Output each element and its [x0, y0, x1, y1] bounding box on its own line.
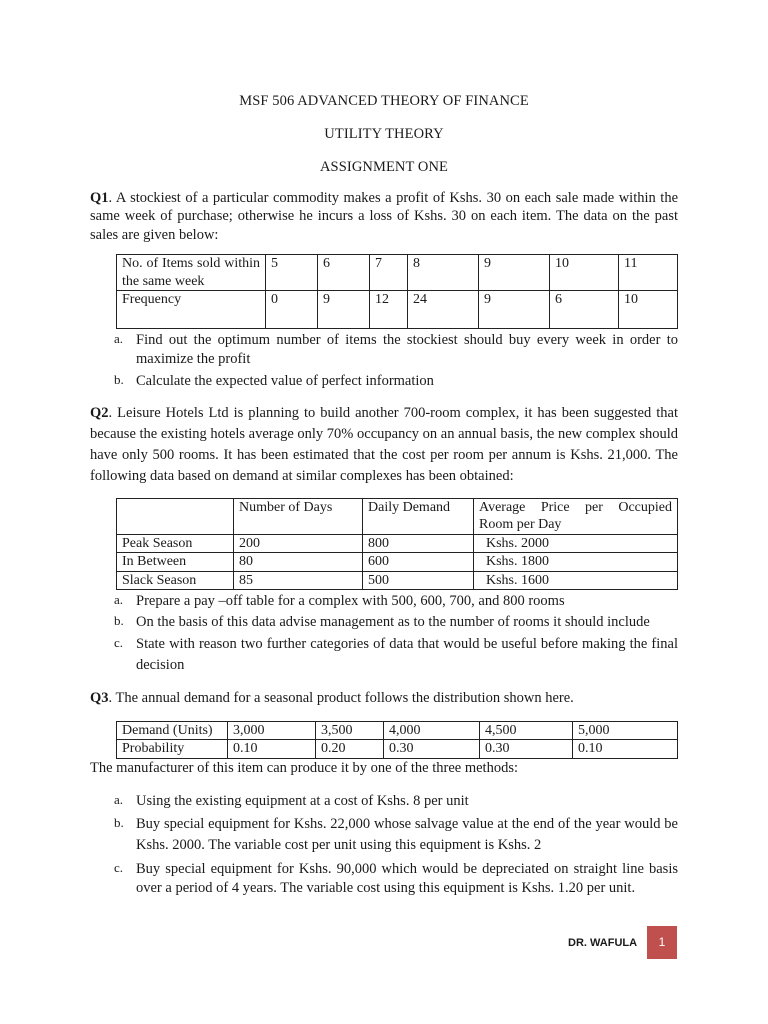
- list-item: a. Prepare a pay –off table for a complex with 500, 600, 700, and 800 rooms: [114, 592, 565, 610]
- q2-label: Q2: [90, 404, 109, 421]
- table-cell: 10: [619, 291, 678, 329]
- table-row: [117, 571, 678, 590]
- table-cell: Number of Days: [234, 498, 363, 534]
- table-cell: 5: [266, 255, 318, 291]
- q1-parts: [90, 331, 678, 391]
- table-cell: 9: [479, 255, 550, 291]
- table-cell: 9: [318, 291, 370, 329]
- q3-parts: [90, 792, 678, 899]
- table-cell: 3,500: [316, 721, 384, 740]
- table-cell: Peak Season: [117, 534, 234, 553]
- table-cell: 0.30: [384, 740, 480, 759]
- q1-items-header: No. of Items sold within the same week: [117, 255, 266, 291]
- q3-paragraph: [90, 689, 678, 708]
- table-row: [117, 721, 678, 740]
- table-row: [117, 740, 678, 759]
- table-cell: 80: [234, 553, 363, 572]
- table-cell: 85: [234, 571, 363, 590]
- table-cell: 5,000: [573, 721, 678, 740]
- list-item: a. Find out the optimum number of items the stockiest should buy every week in order to maximize the profit: [114, 331, 678, 367]
- q3-methods-intro: The manufacturer of this item can produce it by one of the three methods:: [90, 759, 519, 776]
- q3-label: Q3: [90, 689, 109, 706]
- table-cell: Kshs. 1600: [474, 571, 678, 590]
- list-item: b. Calculate the expected value of perfect information: [114, 371, 434, 389]
- table-cell: 0.20: [316, 740, 384, 759]
- table-cell: 0.10: [228, 740, 316, 759]
- table-cell: Demand (Units): [117, 721, 228, 740]
- table-cell: [117, 498, 234, 534]
- table-cell: Slack Season: [117, 571, 234, 590]
- table-cell: 4,000: [384, 721, 480, 740]
- table-cell: 500: [363, 571, 474, 590]
- table-cell: 11: [619, 255, 678, 291]
- list-item: b. On the basis of this data advise management as to the number of rooms it should include: [114, 613, 650, 630]
- q1-label: Q1: [90, 189, 109, 206]
- assignment-title: ASSIGNMENT ONE: [319, 158, 448, 175]
- list-item: b. Buy special equipment for Kshs. 22,000 whose salvage value at the end of the year would be Kshs. 2000. The variable cost per unit using this equipment is Kshs. 2: [114, 815, 678, 854]
- table-cell: 6: [318, 255, 370, 291]
- table-row: [117, 291, 678, 329]
- table-cell: 7: [370, 255, 408, 291]
- q3-text: . The annual demand for a seasonal product follows the distribution shown here.: [108, 689, 574, 706]
- table-cell: 6: [550, 291, 619, 329]
- q2-demand-table: [116, 498, 678, 591]
- table-cell: 3,000: [228, 721, 316, 740]
- list-item: a. Using the existing equipment at a cost of Kshs. 8 per unit: [114, 791, 469, 809]
- table-cell: 600: [363, 553, 474, 572]
- q1-frequency-header: Frequency: [117, 291, 266, 329]
- table-cell: Average Price per Occupied Room per Day: [474, 498, 678, 534]
- table-cell: Kshs. 2000: [474, 534, 678, 553]
- q1-sales-table: [116, 254, 678, 329]
- table-cell: 9: [479, 291, 550, 329]
- q1-paragraph: [90, 189, 678, 246]
- q1-text: . A stockiest of a particular commodity makes a profit of Kshs. 30 on each sale made within the same week of purchase; otherwise he incurs a loss of Kshs. 30 on each item. The data on the past sales are given below:: [90, 189, 678, 244]
- table-cell: 8: [408, 255, 479, 291]
- table-cell: 12: [370, 291, 408, 329]
- q2-text: . Leisure Hotels Ltd is planning to build another 700-room complex, it has been suggested that because the existing hotels average only 70% occupancy on an annual basis, the new complex should have only 500 rooms. It has been estimated that the cost per room per annum is Kshs. 21,000. The following data based on demand at similar complexes has been obtained:: [90, 404, 678, 484]
- table-row: [117, 553, 678, 572]
- table-cell: 0.10: [573, 740, 678, 759]
- table-cell: 0: [266, 291, 318, 329]
- table-cell: 800: [363, 534, 474, 553]
- table-cell: Daily Demand: [363, 498, 474, 534]
- table-cell: 200: [234, 534, 363, 553]
- table-row: [117, 498, 678, 534]
- table-row: [117, 534, 678, 553]
- table-cell: 24: [408, 291, 479, 329]
- table-cell: Probability: [117, 740, 228, 759]
- table-cell: 0.30: [480, 740, 573, 759]
- table-cell: 4,500: [480, 721, 573, 740]
- page-number-badge: 1: [647, 926, 677, 959]
- q3-demand-table: [116, 721, 678, 759]
- q2-paragraph: [90, 403, 678, 487]
- q2-parts: [90, 592, 678, 676]
- table-cell: In Between: [117, 553, 234, 572]
- list-item: c. State with reason two further categories of data that would be useful before making the final decision: [114, 634, 678, 673]
- table-row: [117, 255, 678, 291]
- document-page: [90, 90, 678, 898]
- list-item: c. Buy special equipment for Kshs. 90,000 which would be depreciated on straight line basis over a period of 4 years. The variable cost using this equipment is Kshs. 1.20 per unit.: [114, 860, 678, 897]
- topic-title: UTILITY THEORY: [324, 125, 444, 142]
- table-cell: Kshs. 1800: [474, 553, 678, 572]
- course-title: MSF 506 ADVANCED THEORY OF FINANCE: [239, 93, 529, 109]
- footer-author: DR. WAFULA: [568, 937, 638, 949]
- table-cell: 10: [550, 255, 619, 291]
